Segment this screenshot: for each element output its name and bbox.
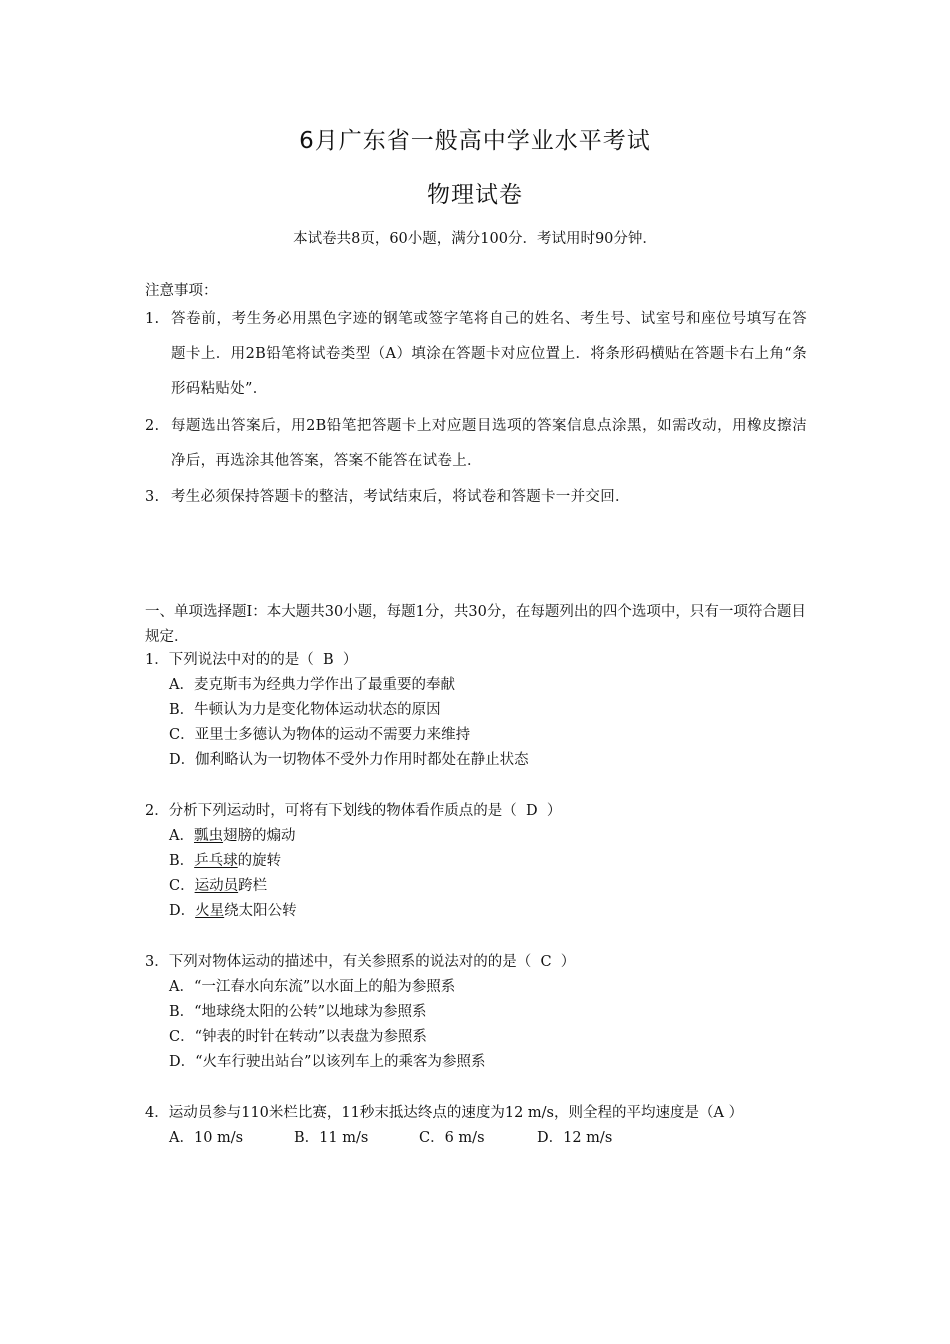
option: A．10 m/s [169, 1130, 244, 1146]
option: D．火星绕太阳公转 [169, 903, 297, 919]
option: B．11 m/s [294, 1130, 369, 1146]
option: B．牛顿认为力是变化物体运动状态的原因 [169, 702, 441, 718]
option: D．12 m/s [537, 1130, 613, 1146]
question-2 [145, 799, 815, 924]
option: C．亚里士多德认为物体的运动不需要力来维持 [169, 727, 471, 743]
notice-heading: 注意事项： [145, 283, 218, 299]
option: D．伽利略认为一切物体不受外力作用时都处在静止状态 [169, 752, 529, 768]
underlined-object: 瓢虫 [193, 828, 223, 844]
page-subtitle: 物理试卷 [427, 182, 523, 208]
question-stem: 3．下列对物体运动的描述中，有关参照系的说法对的的是（ C ） [145, 950, 815, 975]
answer-label: C [540, 954, 552, 970]
question-stem: 2．分析下列运动时，可将有下划线的物体看作质点的是（ D ） [145, 799, 815, 824]
option: B．乒乓球的旋转 [169, 853, 282, 869]
notice-item-number: 3. [145, 489, 160, 505]
notice-item-number: 1. [145, 311, 160, 327]
underlined-object: 乒乓球 [194, 853, 238, 869]
question-4 [145, 1101, 815, 1151]
notice-item [145, 302, 807, 407]
option: A．瓢虫翅膀的煽动 [169, 828, 296, 844]
underlined-object: 火星 [195, 903, 225, 919]
answer-label: D [525, 803, 538, 819]
answer-label: B [322, 652, 334, 668]
option: B．“地球绕太阳的公转”以地球为参照系 [169, 1004, 427, 1020]
notice-item [145, 480, 807, 515]
option: C．6 m/s [419, 1130, 485, 1146]
notice-item-text: 考生必须保持答题卡的整洁，考试结束后，将试卷和答题卡一并交回． [171, 489, 630, 505]
question-3 [145, 950, 815, 1075]
notice-item-number: 2. [145, 418, 160, 434]
page-title: 6月广东省一般高中学业水平考试 [299, 128, 651, 154]
notice-item-text: 答卷前，考生务必用黑色字迹的钢笔或签字笔将自己的姓名、考生号、试室号和座位号填写在答题卡上．用2B铅笔将试卷类型（A）填涂在答题卡对应位置上．将条形码横贴在答题卡右上角“条形码粘贴处”． [171, 311, 807, 397]
question-1 [145, 648, 815, 773]
underlined-object: 运动员 [194, 878, 239, 894]
option: A．“一江春水向东流”以水面上的船为参照系 [169, 979, 456, 995]
section-heading: 一、单项选择题Ⅰ：本大题共30小题，每题1分，共30分，在每题列出的四个选项中，只有一项符合题目规定． [145, 604, 806, 645]
notice-item-text: 每题选出答案后，用2B铅笔把答题卡上对应题目选项的答案信息点涂黑，如需改动，用橡皮擦洁净后，再选涂其他答案，答案不能答在试卷上． [171, 418, 807, 469]
notice-item [145, 409, 807, 479]
question-stem: 1．下列说法中对的的是（ B ） [145, 648, 815, 673]
option-row [145, 1126, 815, 1151]
question-stem: 4．运动员参与110米栏比赛，11秒末抵达终点的速度为12 m/s，则全程的平均速度是（A ） [145, 1101, 815, 1126]
option: C．运动员跨栏 [169, 878, 268, 894]
option: C．“钟表的时针在转动”以表盘为参照系 [169, 1029, 427, 1045]
option: A．麦克斯韦为经典力学作出了最重要的奉献 [169, 677, 455, 693]
answer-label: A [713, 1105, 724, 1121]
option: D．“火车行驶出站台”以该列车上的乘客为参照系 [169, 1054, 486, 1070]
exam-intro: 本试卷共8页，60小题，满分100分．考试用时90分钟． [293, 231, 657, 247]
